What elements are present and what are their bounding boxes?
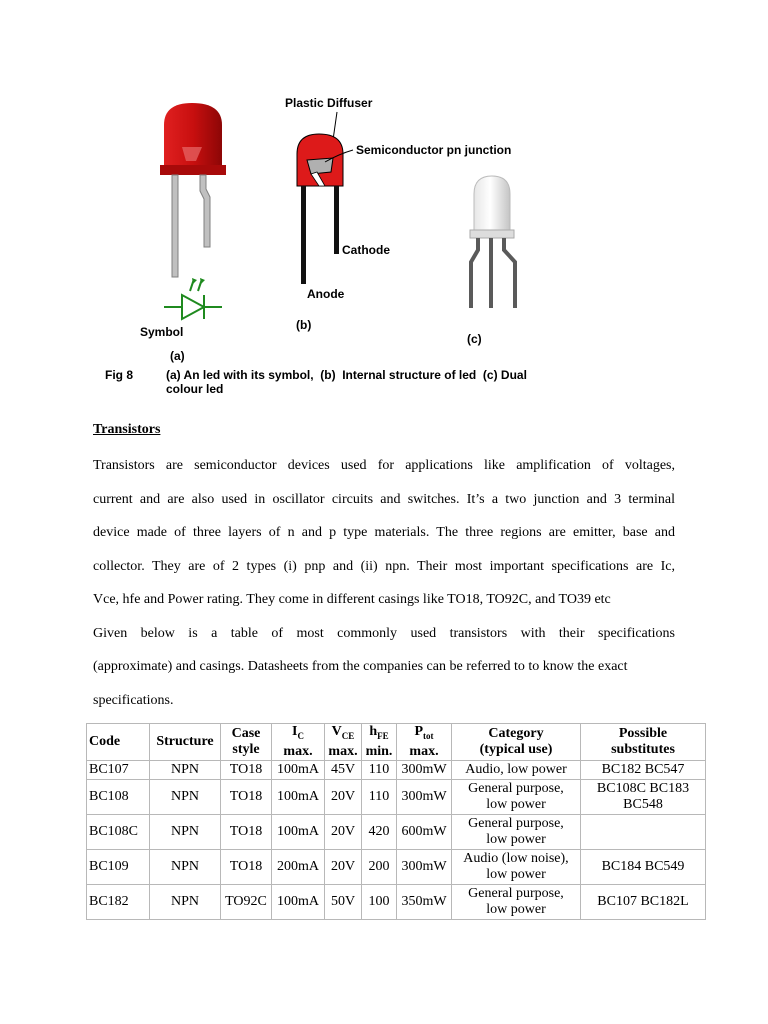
label-a: (a)	[170, 349, 185, 363]
cell-ptot: 300mW	[397, 761, 452, 780]
cell-vce: 50V	[325, 885, 362, 920]
cell-structure: NPN	[150, 885, 221, 920]
paragraph-line: current and are also used in oscillator circuits and switches. It’s a two junction and 3 terminal	[93, 491, 675, 507]
cell-case: TO92C	[221, 885, 272, 920]
paragraph-line: specifications.	[93, 692, 174, 708]
table-header-row	[87, 724, 706, 761]
cell-substitutes: BC107 BC182L	[581, 885, 706, 920]
figure-caption-line1: (a) An led with its symbol, (b) Internal structure of led (c) Dual	[166, 368, 527, 382]
led-a-lead-long	[172, 175, 178, 277]
plastic-diffuser-label: Plastic Diffuser	[285, 96, 373, 110]
cell-ic: 100mA	[272, 780, 325, 815]
cell-category: General purpose, low power	[452, 815, 581, 850]
cell-structure: NPN	[150, 850, 221, 885]
cell-substitutes: BC108C BC183 BC548	[581, 780, 706, 815]
figure-caption-line2: colour led	[166, 382, 224, 396]
label-c: (c)	[467, 332, 482, 346]
cell-category: General purpose, low power	[452, 780, 581, 815]
led-a-drawing	[150, 95, 240, 285]
cell-category: Audio (low noise), low power	[452, 850, 581, 885]
cell-vce: 20V	[325, 780, 362, 815]
cell-code: BC107	[87, 761, 150, 780]
cell-ptot: 350mW	[397, 885, 452, 920]
cell-ptot: 300mW	[397, 850, 452, 885]
cell-code: BC108	[87, 780, 150, 815]
header-ptot: $P_{tot}$ max.	[397, 724, 452, 761]
header-code: Code	[87, 724, 150, 761]
cell-substitutes: BC182 BC547	[581, 761, 706, 780]
cell-code: BC182	[87, 885, 150, 920]
led-symbol	[160, 275, 230, 330]
cell-hfe: 420	[362, 815, 397, 850]
table-row	[87, 850, 706, 885]
led-b-cathode-lead	[334, 186, 339, 254]
led-c-drawing	[462, 170, 532, 315]
header-category: Category (typical use)	[452, 724, 581, 761]
cell-vce: 45V	[325, 761, 362, 780]
cell-ic: 100mA	[272, 761, 325, 780]
paragraph-line: Vce, hfe and Power rating. They come in different casings like TO18, TO92C, and TO39 etc	[93, 592, 611, 607]
cell-case: TO18	[221, 780, 272, 815]
header-vce: $V_{CE}$ max.	[325, 724, 362, 761]
header-ic: $I_C$ max.	[272, 724, 325, 761]
cell-case: TO18	[221, 815, 272, 850]
label-b: (b)	[296, 318, 312, 332]
cell-structure: NPN	[150, 780, 221, 815]
cell-hfe: 110	[362, 780, 397, 815]
led-figure	[0, 0, 768, 400]
paragraph-line: (approximate) and casings. Datasheets from the companies can be referred to to know the exact	[93, 659, 628, 674]
cell-hfe: 100	[362, 885, 397, 920]
cell-ptot: 600mW	[397, 815, 452, 850]
cell-code: BC108C	[87, 815, 150, 850]
led-a-flange	[160, 165, 226, 175]
cell-structure: NPN	[150, 761, 221, 780]
paragraph-line: collector. They are of 2 types (i) pnp and (ii) npn. Their most important specifications are Ic,	[93, 558, 675, 574]
symbol-label: Symbol	[140, 325, 184, 339]
cell-structure: NPN	[150, 815, 221, 850]
table-row	[87, 885, 706, 920]
anode-label: Anode	[307, 287, 345, 301]
table-row	[87, 780, 706, 815]
cell-ic: 100mA	[272, 885, 325, 920]
cell-case: TO18	[221, 761, 272, 780]
cell-category: General purpose, low power	[452, 885, 581, 920]
header-case: Case style	[221, 724, 272, 761]
led-a-lead-short	[200, 175, 210, 247]
header-substitutes: Possible substitutes	[581, 724, 706, 761]
table-row	[87, 761, 706, 780]
paragraph-line: Transistors are semiconductor devices used for applications like amplification of voltages,	[93, 458, 675, 473]
led-b-drawing	[285, 110, 375, 290]
cell-hfe: 110	[362, 761, 397, 780]
figure-number: Fig 8	[105, 368, 134, 382]
led-c-flange	[470, 230, 514, 238]
paragraph-line: device made of three layers of n and p type materials. The three regions are emitter, base and	[93, 525, 675, 540]
cell-ic: 200mA	[272, 850, 325, 885]
section-heading: Transistors	[93, 422, 161, 437]
cell-code: BC109	[87, 850, 150, 885]
header-hfe: $h_{FE}$ min.	[362, 724, 397, 761]
semiconductor-junction-label: Semiconductor pn junction	[356, 143, 512, 157]
led-c-dome	[474, 176, 510, 230]
cell-substitutes: BC184 BC549	[581, 850, 706, 885]
transistor-table	[86, 723, 706, 920]
led-b-anode-lead	[301, 186, 306, 284]
cell-hfe: 200	[362, 850, 397, 885]
cathode-label: Cathode	[342, 243, 390, 257]
section-paragraph	[93, 449, 675, 717]
table-row	[87, 815, 706, 850]
cell-vce: 20V	[325, 815, 362, 850]
header-structure: Structure	[150, 724, 221, 761]
cell-case: TO18	[221, 850, 272, 885]
cell-ic: 100mA	[272, 815, 325, 850]
cell-substitutes	[581, 815, 706, 850]
cell-category: Audio, low power	[452, 761, 581, 780]
cell-vce: 20V	[325, 850, 362, 885]
paragraph-line: Given below is a table of most commonly used transistors with their specifications	[93, 625, 675, 641]
cell-ptot: 300mW	[397, 780, 452, 815]
